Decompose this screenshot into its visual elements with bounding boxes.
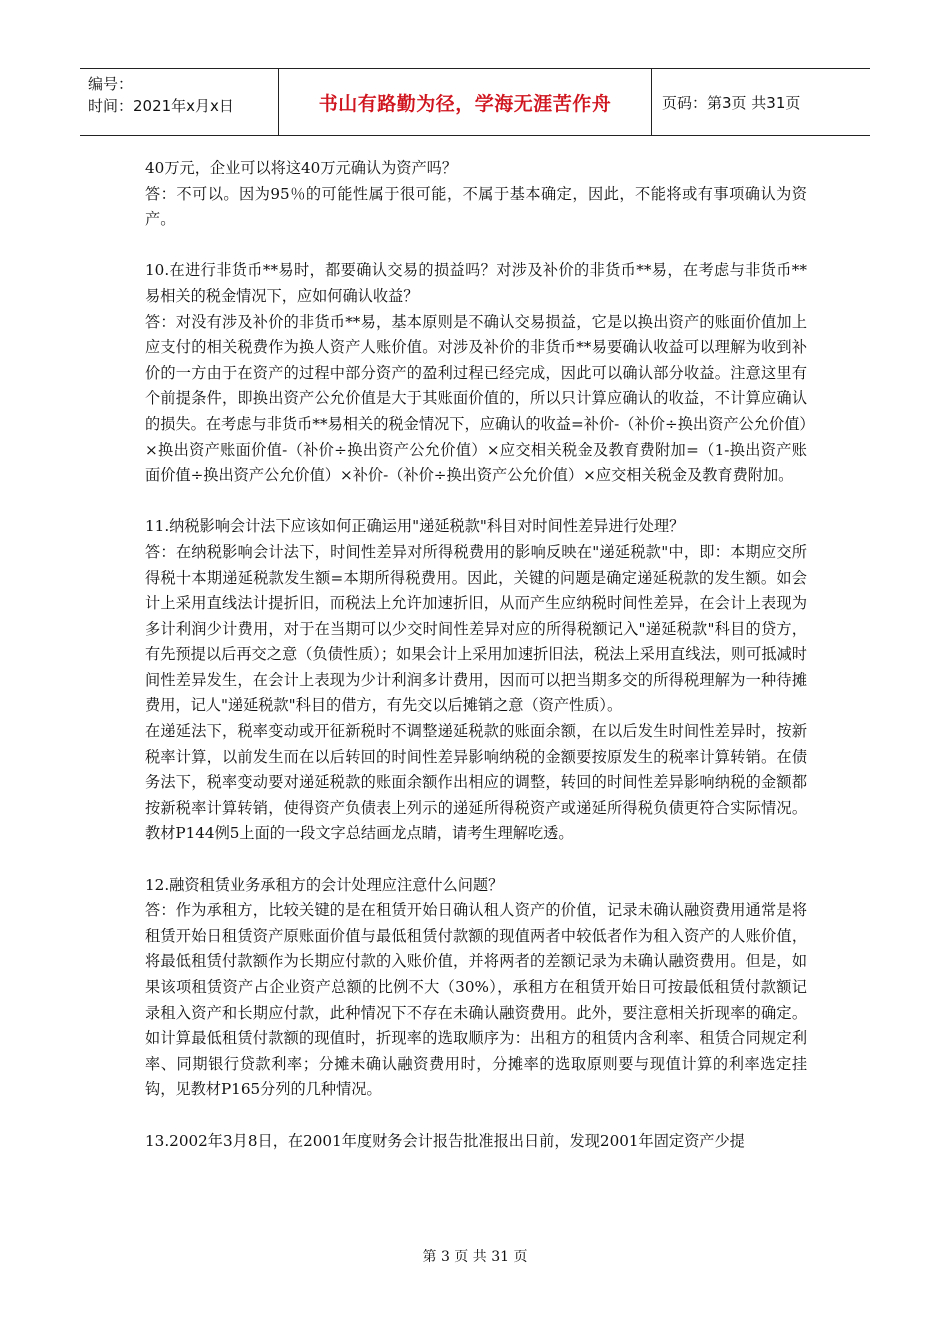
- header-page-number: 页码：第3页 共31页: [662, 93, 801, 112]
- question-heading: 11.纳税影响会计法下应该如何正确运用"递延税款"科目对时间性差异进行处理？: [145, 517, 685, 536]
- paragraph: 答：作为承租方，比较关键的是在租赁开始日确认租人资产的价值，记录未确认融资费用通常是将租赁开始日租赁资产原账面价值与最低租赁付款额的现值两者中较低者作为租入资产的人账价值，将最低租赁付款额作为长期应付款的入账价值，并将两者的差额记录为未确认融资费用。但是，如果该项租赁资产占企业资产总额的比例不大（30%），承租方在租赁开始日可按最低租赁付款额记录租入资产和长期应付款，此种情况下不存在未确认融资费用。此外，要注意相关折现率的确定。如计算最低租赁付款额的现值时，折现率的选取顺序为：出租方的租赁内含利率、租赁合同规定利率、同期银行贷款利率；分摊未确认融资费用时，分摊率的选取原则要与现值计算的利率选定挂钩，见教材P165分列的几种情况。: [145, 901, 807, 1099]
- header-motto: 书山有路勤为径，学海无涯苦作舟: [278, 69, 652, 135]
- header-info: [80, 69, 278, 135]
- question-heading: 12.融资租赁业务承租方的会计处理应注意什么问题？: [145, 875, 504, 894]
- paragraph: 答：不可以。因为95％的可能性属于很可能，不属于基本确定，因此，不能将或有事项确认为资产。: [145, 184, 807, 229]
- page-header: [80, 68, 870, 136]
- question-heading: 10.在进行非货币**易时，都要确认交易的损益吗？对涉及补价的非货币**易，在考虑与非货币**易相关的税金情况下，应如何确认收益？: [145, 261, 807, 305]
- document-time-label: 时间：2021年x月x日: [88, 97, 234, 115]
- paragraph-gap: [145, 1103, 807, 1129]
- paragraph-gap: [145, 233, 807, 259]
- document-number-label: 编号：: [88, 75, 134, 93]
- question-heading: 13.2002年3月8日，在2001年度财务会计报告批准报出日前，发现2001年固定资产少提: [145, 1131, 745, 1150]
- paragraph: 答：在纳税影响会计法下，时间性差异对所得税费用的影响反映在"递延税款"中，即：本期应交所得税十本期递延税款发生额=本期所得税费用。因此，关键的问题是确定递延税款的发生额。如会计上采用直线法计提折旧，而税法上允许加速折旧，从而产生应纳税时间性差异，在会计上表现为多计利润少计费用，对于在当期可以少交时间性差异对应的所得税额记入"递延税款"科目的贷方，有先预提以后再交之意（负债性质）；如果会计上采用加速折旧法，税法上采用直线法，则可抵减时间性差异发生，在会计上表现为少计利润多计费用，因而可以把当期多交的所得税理解为一种待摊费用，记人"递延税款"科目的借方，有先交以后摊销之意（资产性质）。: [145, 542, 807, 715]
- page-footer: 第 3 页 共 31 页: [422, 1249, 528, 1265]
- paragraph: 40万元，企业可以将这40万元确认为资产吗？: [145, 159, 458, 177]
- paragraph: 在递延法下，税率变动或开征新税时不调整递延税款的账面余额，在以后发生时间性差异时，按新税率计算，以前发生而在以后转回的时间性差异影响纳税的金额要按原发生的税率计算转销。在债务法下，税率变动要对递延税款的账面余额作出相应的调整，转回的时间性差异影响纳税的金额都按新税率计算转销，使得资产负债表上列示的递延所得税资产或递延所得税负债更符合实际情况。教材P144例5上面的一段文字总结画龙点睛，请考生理解吃透。: [145, 722, 807, 843]
- paragraph-gap: [145, 847, 807, 873]
- paragraph: 答：对没有涉及补价的非货币**易，基本原则是不确认交易损益，它是以换出资产的账面价值加上应支付的相关税费作为换人资产人账价值。对涉及补价的非货币**易要确认收益可以理解为收到补价的一方由于在资产的过程中部分资产的盈利过程已经完成，因此可以确认部分收益。注意这里有个前提条件，即换出资产公允价值是大于其账面价值的，所以只计算应确认的收益，不计算应确认的损失。在考虑与非货币**易相关的税金情况下，应确认的收益=补价-（补价÷换出资产公允价值）×换出资产账面价值-（补价÷换出资产公允价值）×应交相关税金及教育费附加=（1-换出资产账面价值÷换出资产公允价值）×补价-（补价÷换出资产公允价值）×应交相关税金及教育费附加。: [145, 312, 807, 485]
- document-body: [145, 156, 807, 1154]
- paragraph-gap: [145, 489, 807, 515]
